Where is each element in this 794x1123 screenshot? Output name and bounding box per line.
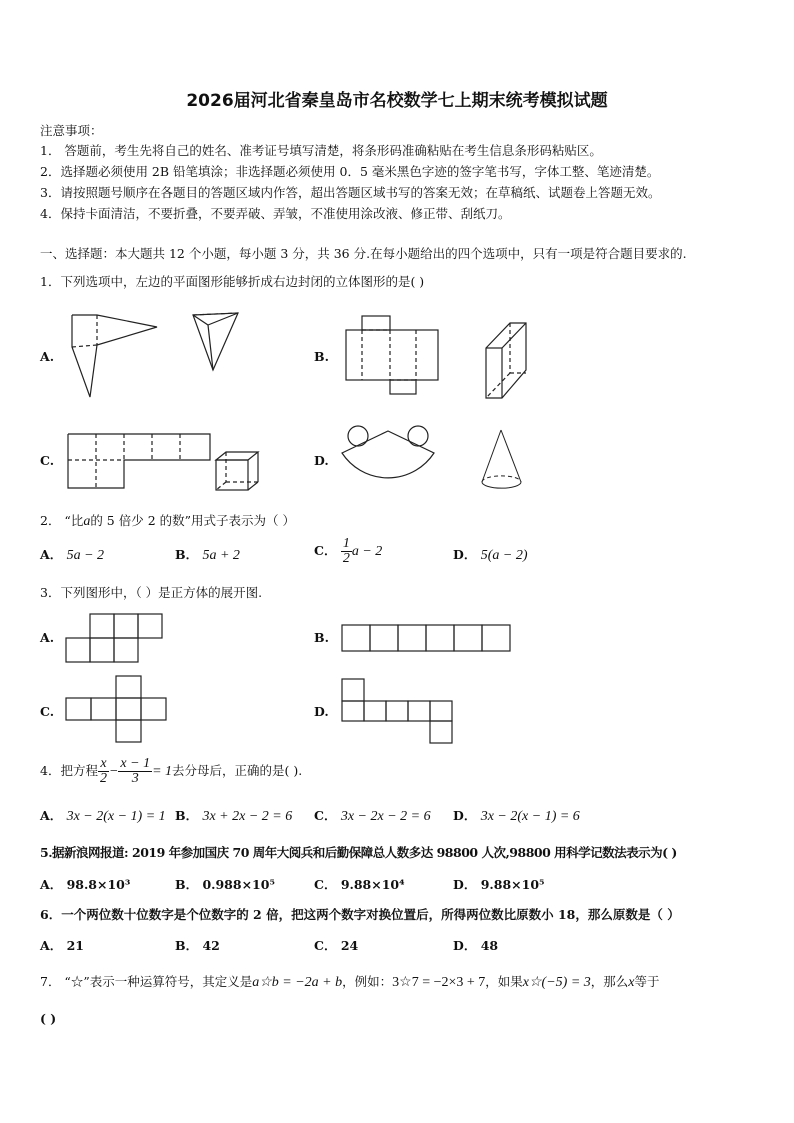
q5-label-c: C． [314,877,337,892]
q7-ask-post: 等于 [634,974,660,989]
notice-heading: 注意事项： [40,123,103,138]
q7-example: 3☆7 = −2×3 + 7 [392,975,486,990]
q4-option-d [453,806,580,825]
page-title: 2026届河北省秦皇岛市名校数学七上期末统考模拟试题 [186,91,608,111]
notice-item: 4．保持卡面清洁，不要折叠，不要弄破、弄皱，不准使用涂改液、修正带、刮纸刀。 [40,206,511,221]
q3-c-net-figure [64,674,168,746]
q2-frac-den: 2 [342,551,350,566]
q4-f2-den: 3 [131,771,139,786]
q6-option-d-text: 48 [480,938,499,953]
q4-eq: = 1 [152,764,173,779]
q5-label-a: A． [40,877,63,892]
q7-answer-paren: ( ) [40,1011,57,1026]
q4-option-d-expr: 3x − 2(x − 1) = 6 [480,809,580,824]
q5-label-b: B． [175,877,199,892]
q5-option-d-text: 9.88×10⁵ [480,877,545,892]
q1-a-net-figure [60,305,165,405]
q4-label-b: B． [175,808,199,823]
q4-label-a: A． [40,808,63,823]
q2-option-b [175,545,240,564]
q2-label-c: C． [314,543,337,558]
section-heading: 一、选择题：本大题共 12 个小题，每小题 3 分，共 36 分.在每小题给出的四个选项中，只有一项是符合题目要求的. [40,246,687,261]
q6-stem: 6．一个两位数十位数字是个位数字的 2 倍，把这两个数字对换位置后，所得两位数比原数小 18，那么原数是（ ） [40,907,680,922]
q4-f1-num: x [98,757,109,772]
q4-option-c-expr: 3x − 2x − 2 = 6 [340,809,431,824]
q7-definition: a☆b = −2a + b [252,975,343,990]
q2-label-a: A． [40,547,63,562]
q6-option-a [40,936,84,954]
q1-label-b: B. [314,349,329,364]
q6-label-c: C． [314,938,337,953]
q3-d-net-figure [340,677,456,745]
q7-example-pre: ，例如： [342,974,393,989]
q5-stem: 5.据新浪网报道: 2019 年参加国庆 70 周年大阅兵和后勤保障总人数多达 98800 人次,98800 用科学记数法表示为( ) [40,845,677,860]
q6-option-b [175,936,220,954]
q7-stem-pre: 7． “☆”表示一种运算符号，其定义是 [40,974,253,989]
q5-option-b [175,875,275,893]
q1-label-a: A. [40,349,55,364]
q4-minus: − [108,764,119,779]
q6-option-b-text: 42 [202,938,220,953]
q1-b-solid-figure [482,318,532,408]
q3-label-a: A. [40,630,55,645]
q6-option-a-text: 21 [66,938,84,953]
q7-condition: x☆(−5) = 3 [522,975,591,990]
q4-stem-pre: 4．把方程 [40,763,98,778]
q1-d-net-figure [338,423,438,493]
q1-label-c: C. [40,453,55,468]
q2-stem-post: 的 5 倍少 2 的数”用式子表示为（ ） [90,513,295,528]
q2-option-c-expr: a − 2 [351,544,383,559]
q6-label-a: A． [40,938,63,953]
q4-label-c: C． [314,808,337,823]
q5-option-a-text: 98.8×10³ [66,877,131,892]
q1-c-solid-figure [212,448,262,493]
q4-option-a-expr: 3x − 2(x − 1) = 1 [66,809,166,824]
q2-stem [40,511,295,530]
q3-label-b: B. [314,630,329,645]
q4-stem [40,757,302,786]
q1-label-d: D. [314,453,329,468]
notice-item: 1． 答题前，考生先将自己的姓名、准考证号填写清楚，将条形码准确粘贴在考生信息条形码粘贴区。 [40,143,602,158]
q4-stem-post: 去分母后，正确的是( ). [172,763,303,778]
q2-frac-num: 1 [342,536,350,551]
q4-option-c [314,806,431,825]
q3-label-c: C. [40,704,55,719]
q7-if-pre: ，如果 [485,974,523,989]
q3-stem: 3．下列图形中，（ ）是正方体的展开图. [40,585,263,600]
q2-var: a [83,514,91,529]
q2-option-d-expr: 5(a − 2) [480,548,528,563]
q2-option-b-expr: 5a + 2 [202,548,240,563]
q5-option-c-text: 9.88×10⁴ [340,877,405,892]
q2-option-a [40,545,104,564]
q6-option-d [453,936,498,954]
q4-option-a [40,806,166,825]
q1-a-solid-figure [188,305,248,375]
q2-option-d [453,545,527,564]
q2-option-c [314,537,382,566]
q3-label-d: D. [314,704,329,719]
q5-label-d: D． [453,877,477,892]
q6-label-b: B． [175,938,199,953]
q2-option-c-fraction [341,537,352,566]
q6-option-c [314,936,358,954]
q5-option-a [40,875,130,893]
notice-item: 2．选择题必须使用 2B 铅笔填涂；非选择题必须使用 0．5 毫米黑色字迹的签字笔书写，字体工整、笔迹清楚。 [40,164,660,179]
q2-label-b: B． [175,547,199,562]
q6-label-d: D． [453,938,477,953]
q5-option-c [314,875,405,893]
q5-option-d [453,875,545,893]
q1-b-net-figure [342,312,442,402]
q2-label-d: D． [453,547,477,562]
q1-d-solid-figure [478,426,528,496]
q4-label-d: D． [453,808,477,823]
q7-stem [40,972,660,991]
q5-option-b-text: 0.988×10⁵ [202,877,275,892]
q1-stem: 1．下列选项中，左边的平面图形能够折成右边封闭的立体图形的是( ) [40,274,425,289]
q3-a-net-figure [64,613,166,665]
notice-item: 3．请按照题号顺序在各题目的答题区域内作答，超出答题区域书写的答案无效；在草稿纸、试题卷上答题无效。 [40,185,661,200]
q4-f2-num: x − 1 [120,756,151,771]
q4-option-b [175,806,292,825]
q4-f1-den: 2 [99,771,107,786]
q7-ask-var: x [628,975,635,990]
q2-stem-pre: 2． “比 [40,513,84,528]
q2-option-a-expr: 5a − 2 [66,548,105,563]
q4-fraction-2 [118,757,152,786]
q4-option-b-expr: 3x + 2x − 2 = 6 [202,809,293,824]
q6-option-c-text: 24 [340,938,359,953]
q3-b-net-figure [340,623,512,653]
q7-ask-pre: ，那么 [590,974,629,989]
q4-fraction-1 [98,757,109,786]
q1-c-net-figure [64,430,214,492]
